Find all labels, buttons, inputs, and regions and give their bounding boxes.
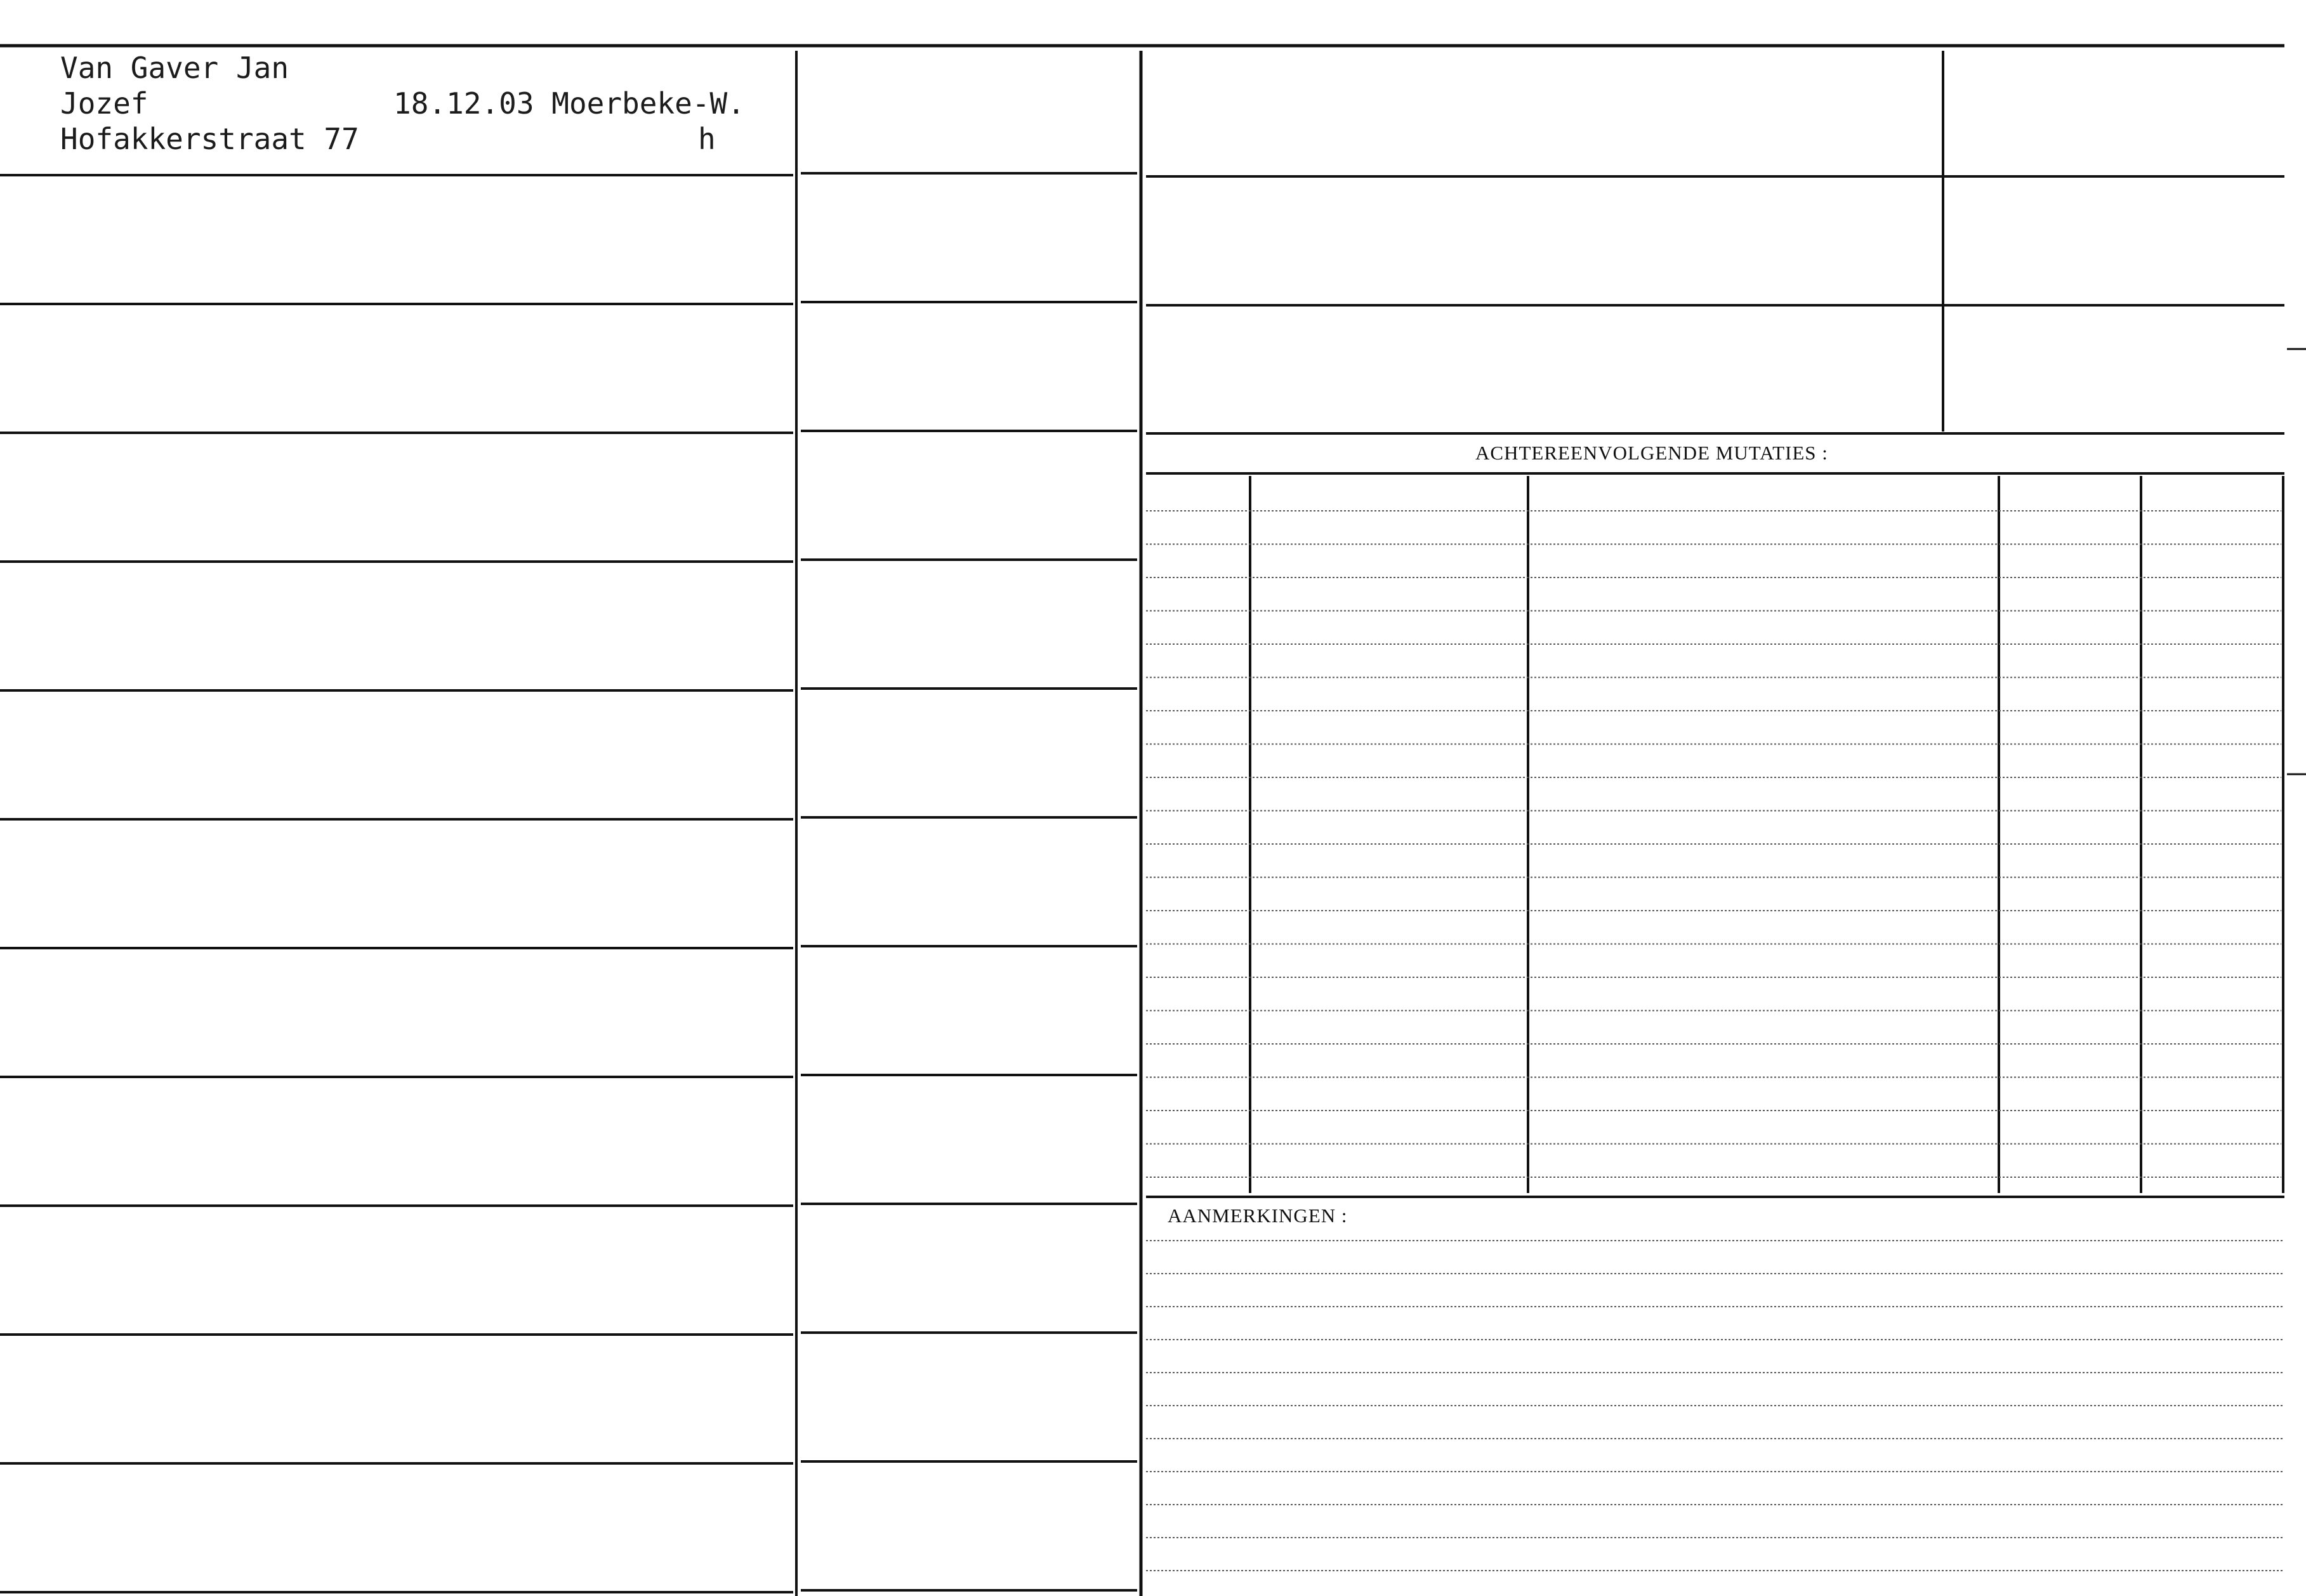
address: Hofakkerstraat 77: [60, 122, 359, 156]
dotted-rules: [1146, 511, 2284, 1571]
annotation-mark: h: [698, 122, 716, 156]
name-line-1: Van Gaver Jan: [60, 51, 289, 85]
solid-rules: [0, 46, 2306, 1596]
remarks-heading: AANMERKINGEN :: [1168, 1204, 1348, 1227]
name-line-2: Jozef: [60, 86, 148, 121]
birth-date-place: 18.12.03 Moerbeke-W.: [393, 86, 745, 121]
mutations-heading: ACHTEREENVOLGENDE MUTATIES :: [1475, 442, 1828, 464]
